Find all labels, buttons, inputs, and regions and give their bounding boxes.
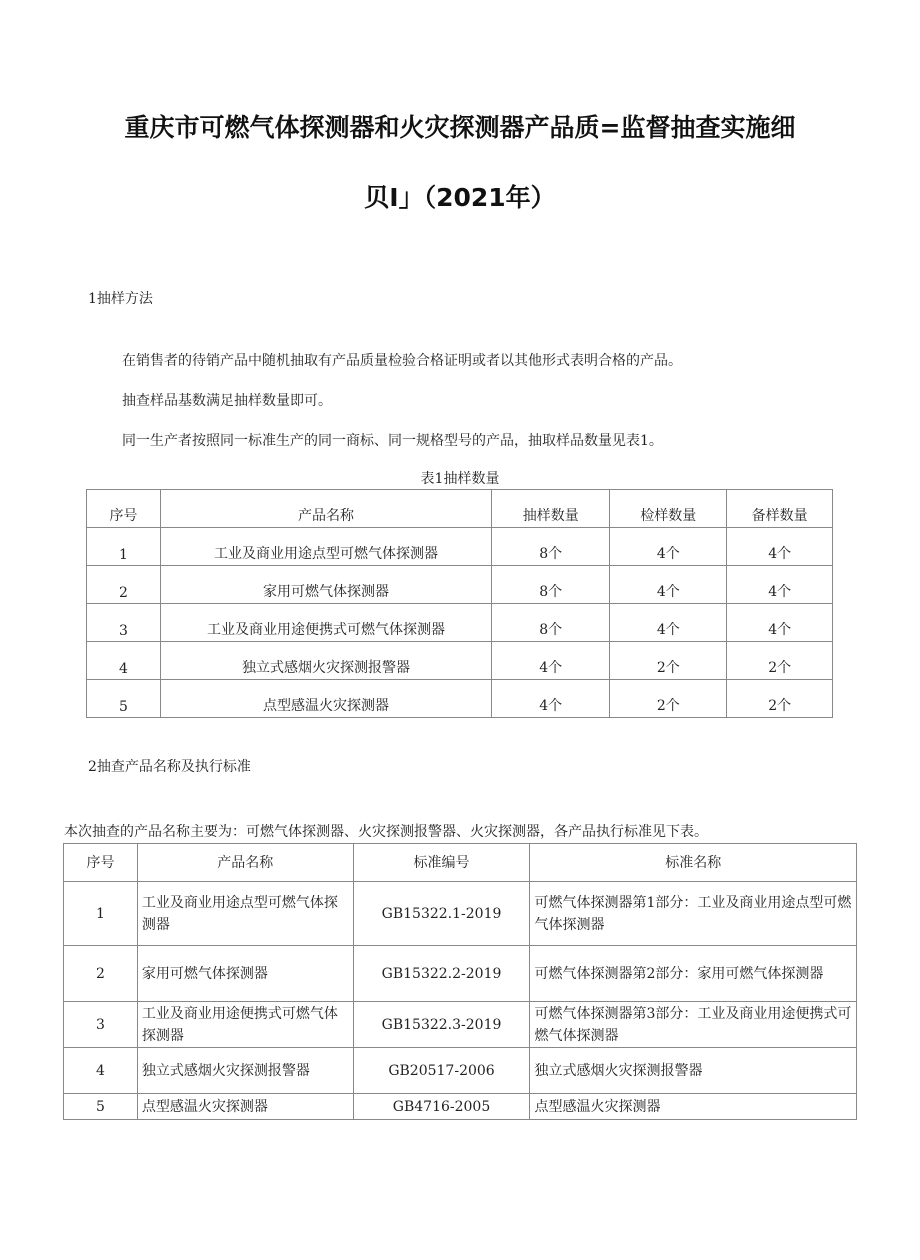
table-cell: 8个 (492, 604, 610, 642)
table-cell: GB4716-2005 (353, 1094, 530, 1120)
table-cell: 点型感温火灾探测器 (160, 680, 491, 718)
table-cell: 1 (64, 882, 138, 946)
table-cell: 可燃气体探测器第2部分：家用可燃气体探测器 (530, 946, 857, 1002)
table-cell: 工业及商业用途点型可燃气体探测器 (137, 882, 353, 946)
table-cell: 家用可燃气体探测器 (160, 566, 491, 604)
header-cell: 标准名称 (530, 844, 857, 882)
section-2-intro: 本次抽查的产品名称主要为：可燃气体探测器、火灾探测报警器、火灾探测器，各产品执行标准见下表。 (64, 824, 708, 840)
table-cell: 4个 (610, 604, 727, 642)
header-cell: 产品名称 (137, 844, 353, 882)
table-cell: GB15322.1-2019 (353, 882, 530, 946)
document-title-line-2: 贝I」（2021年） (364, 183, 556, 212)
table-cell: 3 (64, 1002, 138, 1048)
table-cell: 可燃气体探测器第3部分：工业及商业用途便携式可燃气体探测器 (530, 1002, 857, 1048)
table-cell: 独立式感烟火灾探测报警器 (137, 1048, 353, 1094)
table-cell: 2个 (727, 642, 833, 680)
table-cell: 5 (87, 680, 161, 718)
table-cell: 工业及商业用途便携式可燃气体探测器 (160, 604, 491, 642)
table-cell: GB20517-2006 (353, 1048, 530, 1094)
table-cell: 5 (64, 1094, 138, 1120)
table-row (87, 566, 833, 604)
table-row (87, 604, 833, 642)
header-cell: 序号 (64, 844, 138, 882)
section-1-paragraph-2: 抽查样品基数满足抽样数量即可。 (122, 393, 332, 409)
table-cell: 可燃气体探测器第1部分：工业及商业用途点型可燃气体探测器 (530, 882, 857, 946)
section-1-paragraph-3: 同一生产者按照同一标准生产的同一商标、同一规格型号的产品，抽取样品数量见表1。 (122, 433, 663, 449)
header-cell: 检样数量 (610, 490, 727, 528)
table-cell: 4 (64, 1048, 138, 1094)
table-cell: 家用可燃气体探测器 (137, 946, 353, 1002)
table-cell: 4个 (727, 528, 833, 566)
header-cell: 序号 (87, 490, 161, 528)
table-row (87, 680, 833, 718)
table-cell: 4个 (492, 642, 610, 680)
table-cell: 2 (64, 946, 138, 1002)
header-cell: 抽样数量 (492, 490, 610, 528)
table-row (64, 882, 857, 946)
table-cell: 独立式感烟火灾探测报警器 (530, 1048, 857, 1094)
header-cell: 标准编号 (353, 844, 530, 882)
table-cell: 3 (87, 604, 161, 642)
sampling-quantity-table (86, 489, 833, 718)
table-row (64, 946, 857, 1002)
table-row (64, 1048, 857, 1094)
table-cell: 1 (87, 528, 161, 566)
table-cell: 2个 (610, 642, 727, 680)
document-title-line-1: 重庆市可燃气体探测器和火灾探测器产品质=监督抽查实施细 (124, 113, 796, 142)
header-cell: 备样数量 (727, 490, 833, 528)
table-cell: 工业及商业用途便携式可燃气体探测器 (137, 1002, 353, 1048)
header-cell: 产品名称 (160, 490, 491, 528)
table-1-caption: 表1抽样数量 (420, 471, 500, 487)
section-1-paragraph-1: 在销售者的待销产品中随机抽取有产品质量检验合格证明或者以其他形式表明合格的产品。 (122, 353, 682, 369)
table-row (87, 528, 833, 566)
section-1-heading: 1抽样方法 (88, 291, 153, 307)
section-2-heading: 2抽查产品名称及执行标准 (88, 759, 251, 775)
table-row (64, 1094, 857, 1120)
table-row (64, 1002, 857, 1048)
table-header-row (64, 844, 857, 882)
table-header-row (87, 490, 833, 528)
table-cell: GB15322.2-2019 (353, 946, 530, 1002)
table-cell: 4个 (727, 566, 833, 604)
table-cell: 4 (87, 642, 161, 680)
table-cell: 点型感温火灾探测器 (137, 1094, 353, 1120)
standards-table (63, 843, 857, 1120)
table-cell: 4个 (492, 680, 610, 718)
table-cell: 2个 (610, 680, 727, 718)
table-cell: 8个 (492, 566, 610, 604)
table-cell: 4个 (610, 566, 727, 604)
table-row (87, 642, 833, 680)
table-cell: 8个 (492, 528, 610, 566)
table-cell: 2个 (727, 680, 833, 718)
table-cell: 2 (87, 566, 161, 604)
table-cell: 工业及商业用途点型可燃气体探测器 (160, 528, 491, 566)
table-cell: 4个 (727, 604, 833, 642)
table-cell: 点型感温火灾探测器 (530, 1094, 857, 1120)
table-cell: 独立式感烟火灾探测报警器 (160, 642, 491, 680)
table-cell: GB15322.3-2019 (353, 1002, 530, 1048)
table-cell: 4个 (610, 528, 727, 566)
